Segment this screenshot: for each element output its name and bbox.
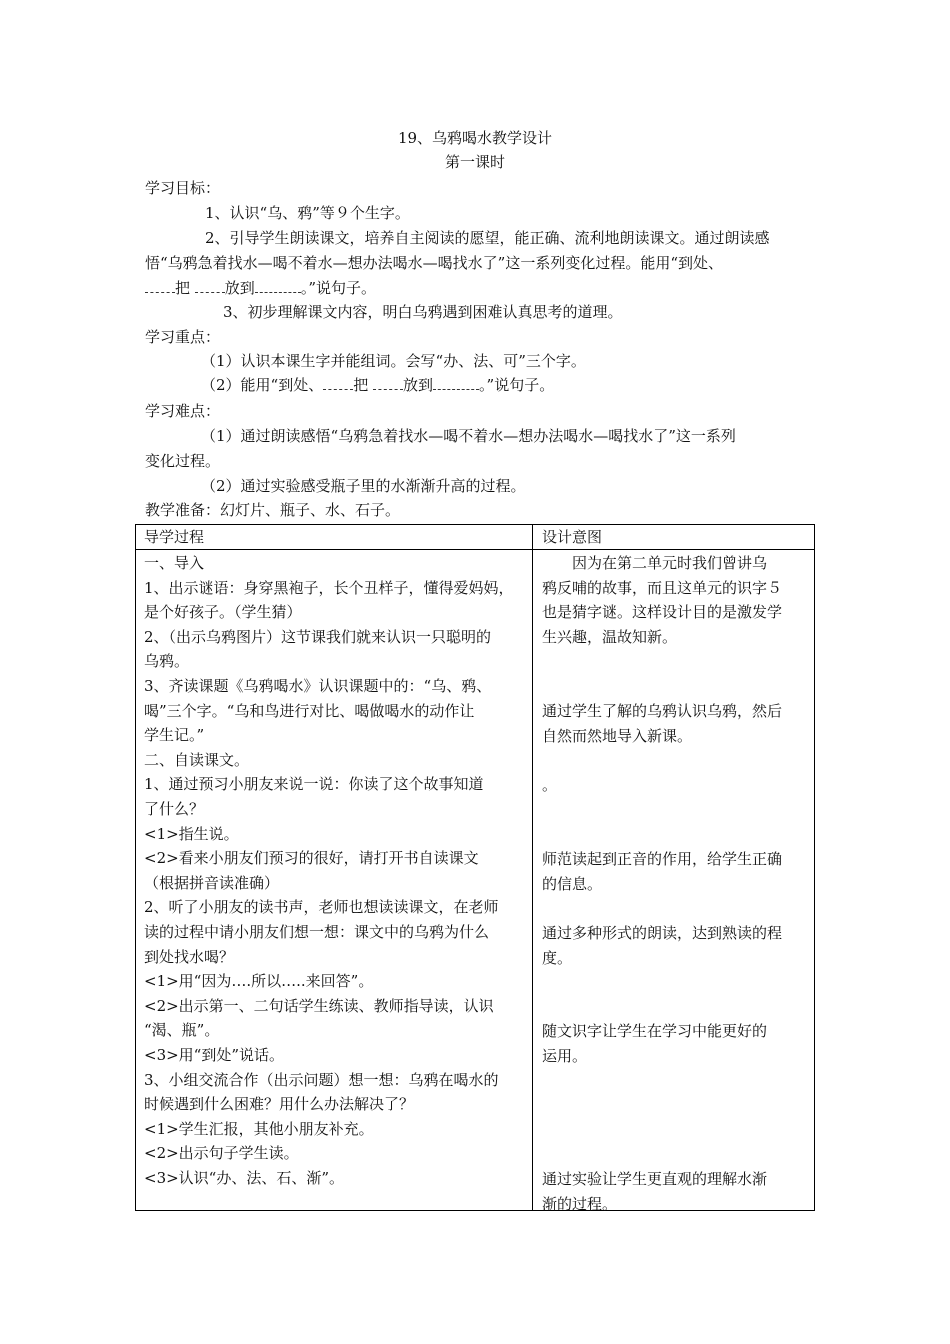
difficulties-heading: 学习难点： xyxy=(145,402,221,420)
process-line: 一、导入 xyxy=(144,554,205,572)
process-line: 读的过程中请小朋友们想一想：课文中的乌鸦为什么 xyxy=(144,923,490,941)
key-points-heading: 学习重点： xyxy=(145,328,221,346)
intent-line: 随文识字让学生在学习中能更好的 xyxy=(542,1022,768,1040)
process-line: <2>出示句子学生读。 xyxy=(144,1144,299,1163)
process-line: 1、通过预习小朋友来说一说：你读了这个故事知道 xyxy=(144,775,484,794)
goal-1: 1、认识“乌、鸦”等９个生字。 xyxy=(205,204,410,222)
process-line: 了什么？ xyxy=(144,800,205,818)
teaching-prep: 教学准备：幻灯片、瓶子、水、石子。 xyxy=(145,501,401,519)
process-line: “渴、瓶”。 xyxy=(144,1021,220,1040)
process-line: 乌鸦。 xyxy=(144,652,190,671)
intent-line: 。 xyxy=(542,776,558,794)
intent-line: 师范读起到正音的作用，给学生正确 xyxy=(542,850,783,868)
intent-line: 通过学生了解的乌鸦认识乌鸦，然后 xyxy=(542,702,783,720)
intent-line: 自然而然地导入新课。 xyxy=(542,726,693,745)
process-line: <2>出示第一、二句话学生练读、教师指导读，认识 xyxy=(144,996,494,1015)
process-line: <3>用“到处”说话。 xyxy=(144,1046,285,1064)
goal-3: 3、初步理解课文内容，明白乌鸦遇到困难认真思考的道理。 xyxy=(223,303,623,321)
process-line: <3>认识“办、法、石、渐”。 xyxy=(144,1169,345,1187)
process-line: 喝”三个字。“乌和鸟进行对比、喝做喝水的动作让 xyxy=(144,701,475,720)
goal-text: 放到 xyxy=(224,279,255,297)
process-line: <2>看来小朋友们预习的很好，请打开书自读课文 xyxy=(144,849,479,868)
intent-line: 生兴趣，温故知新。 xyxy=(542,627,678,646)
goal-text: 。”说句子。 xyxy=(300,279,376,297)
intent-line: 运用。 xyxy=(542,1046,588,1065)
key-point-2 xyxy=(145,373,871,398)
process-line: 学生记。” xyxy=(144,726,205,745)
process-line: <1>指生说。 xyxy=(144,824,239,843)
key-point-text: 。”说句子。 xyxy=(479,376,555,394)
intent-line: 通过实验让学生更直观的理解水渐 xyxy=(542,1170,768,1188)
goal-2-line-3 xyxy=(145,276,815,301)
key-point-text: 放到 xyxy=(403,376,434,394)
process-line: <1>学生汇报，其他小朋友补充。 xyxy=(144,1119,374,1138)
process-line: 是个好孩子。（学生猜） xyxy=(144,603,302,622)
process-line: 3、齐读课题《乌鸦喝水》认识课题中的：“乌、鸦、 xyxy=(144,677,492,695)
goal-text: 把 xyxy=(175,279,191,297)
key-point-text: （2）能用“到处、 xyxy=(201,376,324,394)
process-line: 到处找水喝？ xyxy=(144,947,235,966)
process-line: 1、出示谜语：身穿黑袍子，长个丑样子，懂得爱妈妈， xyxy=(144,578,514,597)
blank-line xyxy=(145,278,175,293)
difficulty-2: （2）通过实验感受瓶子里的水渐渐升高的过程。 xyxy=(201,477,526,495)
table-header-process: 导学过程 xyxy=(144,528,205,546)
process-line: 2、听了小朋友的读书声，老师也想读读课文，在老师 xyxy=(144,898,499,917)
intent-line: 渐的过程。 xyxy=(542,1194,618,1213)
document-title: 19、乌鸦喝水教学设计 xyxy=(397,129,553,147)
column-divider xyxy=(532,525,533,1210)
intent-line: 度。 xyxy=(542,948,573,967)
intent-line: 鸦反哺的故事，而且这单元的识字５ xyxy=(542,578,783,597)
table-header-intent: 设计意图 xyxy=(542,528,603,546)
goal-2-line-1: 2、引导学生朗读课文，培养自主阅读的愿望，能正确、流利地朗读课文。通过朗读感 xyxy=(205,229,770,247)
intent-line: 通过多种形式的朗读，达到熟读的程 xyxy=(542,924,783,942)
lesson-table xyxy=(135,524,815,1211)
process-line: <1>用“因为….所以…..来回答”。 xyxy=(144,972,374,991)
process-line: 3、小组交流合作（出示问题）想一想：乌鸦在喝水的 xyxy=(144,1070,499,1089)
goals-heading: 学习目标： xyxy=(145,179,221,197)
blank-line xyxy=(255,278,301,293)
process-line: 时候遇到什么困难？用什么办法解决了？ xyxy=(144,1095,415,1114)
blank-line xyxy=(195,278,225,293)
intent-line: 的信息。 xyxy=(542,874,603,893)
difficulty-1-line-1: （1）通过朗读感悟“乌鸦急着找水—喝不着水—想办法喝水—喝找水了”这一系列 xyxy=(201,427,736,445)
difficulty-1-line-2: 变化过程。 xyxy=(145,452,221,470)
blank-line xyxy=(323,375,353,390)
blank-line xyxy=(373,375,403,390)
process-line: （根据拼音读准确） xyxy=(144,873,280,892)
goal-2-line-2: 悟“乌鸦急着找水—喝不着水—想办法喝水—喝找水了”这一系列变化过程。能用“到处、 xyxy=(145,254,724,272)
process-line: 二、自读课文。 xyxy=(144,750,250,769)
key-point-1: （1）认识本课生字并能组词。会写“办、法、可”三个字。 xyxy=(201,352,586,370)
document-subtitle: 第一课时 xyxy=(444,153,505,171)
key-point-text: 把 xyxy=(353,376,369,394)
intent-line: 也是猜字谜。这样设计目的是激发学 xyxy=(542,603,783,622)
header-divider xyxy=(136,549,814,550)
process-line: 2、（出示乌鸦图片）这节课我们就来认识一只聪明的 xyxy=(144,627,492,646)
blank-line xyxy=(433,375,479,390)
intent-line: 因为在第二单元时我们曾讲乌 xyxy=(542,554,768,572)
